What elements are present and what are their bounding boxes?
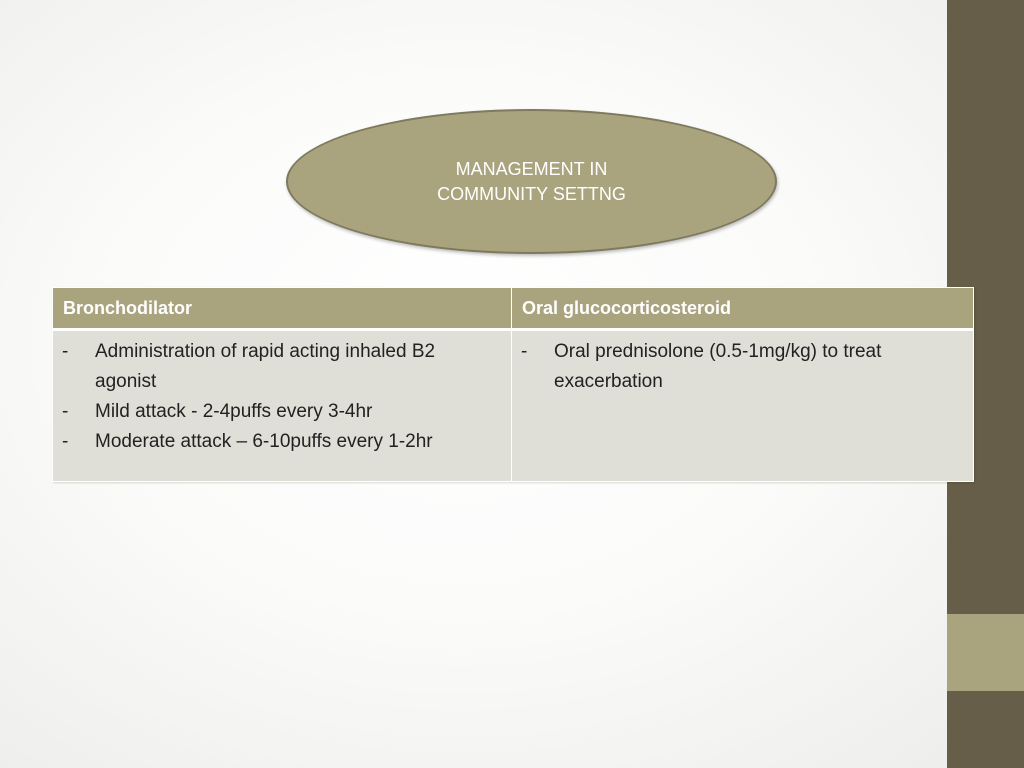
bronchodilator-cell: [53, 330, 512, 482]
list-item-text: Moderate attack – 6-10puffs every 1-2hr: [95, 431, 433, 452]
list-item: [518, 337, 963, 397]
table-header-row: [53, 288, 974, 330]
list-item: [59, 427, 501, 457]
oral-glucocorticosteroid-cell: [512, 330, 974, 482]
list-item-text: Oral prednisolone (0.5-1mg/kg) to treat exacerbation: [554, 341, 882, 392]
slide-title: MANAGEMENT IN COMMUNITY SETTNG: [437, 158, 626, 204]
table-row: [53, 330, 974, 482]
bullet-dash: -: [62, 431, 69, 452]
management-table: [52, 287, 974, 482]
header-oral-glucocorticosteroid: Oral glucocorticosteroid: [512, 288, 974, 330]
list-item: [59, 337, 501, 397]
list-item-text: Mild attack - 2-4puffs every 3-4hr: [95, 401, 373, 422]
glucocorticosteroid-list: [518, 337, 963, 397]
list-item-text: Administration of rapid acting inhaled B2 agonist: [95, 341, 436, 392]
list-item: [59, 397, 501, 427]
sidebar-accent-block: [947, 614, 1024, 691]
header-bronchodilator: Bronchodilator: [53, 288, 512, 330]
bullet-dash: -: [62, 341, 69, 362]
bullet-dash: -: [62, 401, 69, 422]
title-oval: [286, 109, 777, 254]
bullet-dash: -: [521, 341, 528, 362]
bronchodilator-list: [59, 337, 501, 457]
